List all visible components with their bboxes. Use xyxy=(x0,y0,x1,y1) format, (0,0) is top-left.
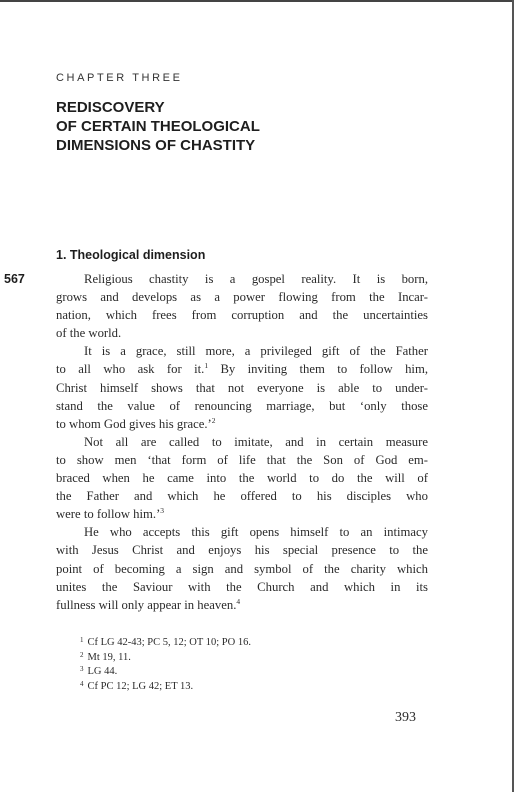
body-line-text: Not all are called to imitate, and in certain measure xyxy=(84,434,428,449)
body-line xyxy=(56,342,428,360)
footnote-text: Mt 19, 11. xyxy=(87,651,131,663)
body-line xyxy=(56,415,428,433)
page-top-edge xyxy=(0,0,514,2)
body-line-text: to show men ‘that form of life that the Son of God em- xyxy=(56,452,428,467)
body-line-text: fullness will only appear in heaven. xyxy=(56,597,237,612)
body-line xyxy=(56,469,428,487)
body-line xyxy=(56,306,428,324)
footnote xyxy=(80,680,420,695)
body-line-text: to all who ask for it. xyxy=(56,362,205,377)
body-line xyxy=(56,560,428,578)
footnote-mark: 2 xyxy=(80,650,84,659)
body-line xyxy=(56,451,428,469)
body-text xyxy=(56,270,428,614)
body-line xyxy=(56,487,428,505)
body-line-text: with Jesus Christ and enjoys his special presence to the xyxy=(56,543,428,558)
body-line-text: stand the value of renouncing marriage, but ‘only those xyxy=(56,398,428,413)
body-line xyxy=(56,578,428,596)
body-line-text: nation, which frees from corruption and the uncertainties xyxy=(56,308,428,323)
chapter-label: CHAPTER THREE xyxy=(56,72,183,84)
footnote xyxy=(80,651,420,666)
footnote-text: Cf PC 12; LG 42; ET 13. xyxy=(87,680,194,692)
body-line xyxy=(56,360,428,378)
footnote-reference: 2 xyxy=(211,415,216,425)
section-heading: 1. Theological dimension xyxy=(56,248,206,262)
body-line-text: braced when he came into the world to do the will of xyxy=(56,471,428,486)
body-line-text: grows and develops as a power flowing from the Incar- xyxy=(56,290,428,305)
footnote-mark: 3 xyxy=(80,665,84,674)
footnote-text: LG 44. xyxy=(87,666,118,678)
body-line-text: It is a grace, still more, a privileged gift of the Father xyxy=(84,344,428,359)
body-line-text: of the world. xyxy=(56,326,122,341)
footnote-mark: 1 xyxy=(80,636,84,644)
body-line xyxy=(56,288,428,306)
body-line-text: He who accepts this gift opens himself to an intimacy xyxy=(84,525,428,540)
chapter-title xyxy=(56,98,456,155)
footnotes xyxy=(80,636,420,694)
body-line xyxy=(56,324,428,342)
footnote-mark: 4 xyxy=(80,679,84,688)
body-line-text: to whom God gives his grace.’ xyxy=(56,416,212,431)
footnote xyxy=(80,665,420,680)
body-line-text: point of becoming a sign and symbol of the charity which xyxy=(56,561,428,576)
body-line-text: were to follow him.’ xyxy=(56,507,161,522)
chapter-title-line: REDISCOVERY xyxy=(56,99,165,116)
body-line xyxy=(56,433,428,451)
body-line-text: By inviting them to follow him, xyxy=(208,362,428,377)
chapter-title-line: OF CERTAIN THEOLOGICAL xyxy=(56,118,260,135)
page-number: 393 xyxy=(395,710,416,725)
body-line-text: the Father and which he offered to his disciples who xyxy=(56,489,428,504)
margin-paragraph-number: 567 xyxy=(4,272,25,286)
footnote-text: Cf LG 42-43; PC 5, 12; OT 10; PO 16. xyxy=(87,637,251,648)
footnote-reference: 1 xyxy=(204,361,209,371)
body-line xyxy=(56,523,428,541)
body-line-text: Christ himself shows that not everyone is able to under- xyxy=(56,380,428,395)
footnote xyxy=(80,636,420,651)
body-line-text: Religious chastity is a gospel reality. It is born, xyxy=(84,272,428,286)
footnote-reference: 3 xyxy=(160,506,165,516)
chapter-title-line: DIMENSIONS OF CHASTITY xyxy=(56,137,256,154)
body-line xyxy=(56,379,428,397)
body-line xyxy=(56,596,428,614)
body-line xyxy=(56,270,428,288)
footnote-reference: 4 xyxy=(236,596,241,606)
body-line xyxy=(56,541,428,559)
body-line-text: unites the Saviour with the Church and which in its xyxy=(56,579,428,594)
body-line xyxy=(56,397,428,415)
body-line xyxy=(56,505,428,523)
